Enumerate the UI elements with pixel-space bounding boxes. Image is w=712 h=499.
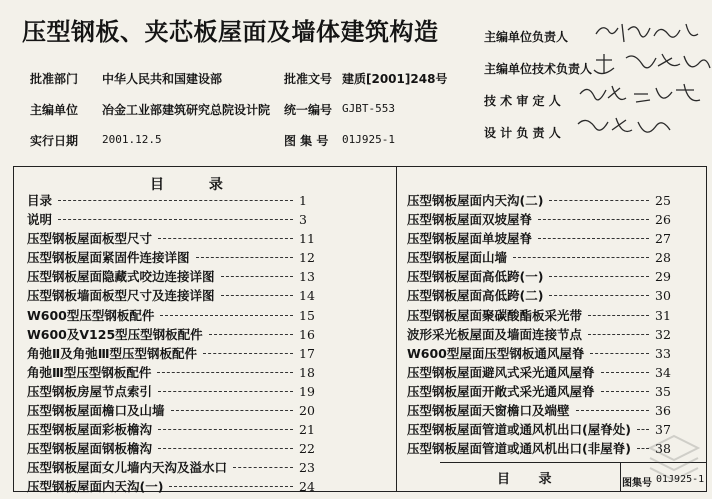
toc-leader: [169, 486, 293, 487]
toc-leader: [601, 391, 649, 392]
toc-entry: [27, 365, 323, 384]
toc-entry: [27, 231, 323, 250]
toc-entry-title: 压型钢板屋面天窗檐口及端壁: [407, 403, 570, 419]
toc-entry-title: 角弛Ⅱ及角弛Ⅲ型压型钢板配件: [27, 345, 198, 361]
toc-entry: [27, 422, 323, 441]
toc-right-column: [407, 193, 699, 460]
toc-leader: [576, 410, 649, 411]
toc-entry-title: 压型钢板屋面高低跨(二): [407, 288, 544, 304]
stack-layers-icon: [644, 430, 704, 490]
toc-entry-page: 12: [299, 250, 315, 266]
responsible-chief: [484, 28, 568, 45]
toc-entry-title: W600型压型钢板配件: [27, 307, 155, 323]
toc-entry-page: 33: [655, 345, 671, 361]
toc-entry-page: 20: [299, 403, 315, 419]
toc-leader: [158, 391, 293, 392]
toc-entry: [27, 212, 323, 231]
toc-entry-page: 27: [655, 231, 671, 247]
toc-entry-page: 15: [299, 307, 315, 323]
toc-entry: [27, 288, 323, 307]
toc-entry-page: 35: [655, 383, 671, 399]
document-title: 压型钢板、夹芯板屋面及墙体建筑构造: [22, 18, 439, 46]
toc-entry-page: 21: [299, 422, 315, 438]
toc-entry: [407, 346, 699, 365]
editor-unit-value: 冶金工业部建筑研究总院设计院: [102, 103, 271, 117]
toc-entry: [27, 269, 323, 288]
atlas-value: 01J925-1: [342, 133, 395, 146]
toc-entry-title: 压型钢板房屋节点索引: [27, 383, 153, 399]
toc-entry-page: 36: [655, 403, 671, 419]
signature-chief: [588, 16, 712, 48]
toc-entry-title: 压型钢板屋面紧固件连接详图: [27, 250, 190, 266]
title-block-atlas-value: 01J925-1: [656, 474, 705, 485]
toc-leader: [209, 334, 293, 335]
toc-entry-title: 压型钢板屋面彩板檐沟: [27, 422, 153, 438]
toc-entry-title: 压型钢板屋面檐口及山墙: [27, 403, 165, 419]
toc-entry-title: 压型钢板屋面内天沟(二): [407, 193, 544, 208]
toc-entry: [27, 346, 323, 365]
approval-no-label: 批准文号: [284, 72, 333, 86]
toc-entry-title: 压型钢板屋面山墙: [407, 250, 508, 266]
toc-entry-title: 压型钢板屋面板型尺寸: [27, 231, 153, 247]
toc-leader: [549, 295, 649, 296]
title-block-name: 目 录: [497, 472, 564, 487]
toc-leader: [221, 276, 293, 277]
toc-entry-page: 30: [655, 288, 671, 304]
toc-entry-page: 25: [655, 193, 671, 208]
toc-entry-title: 压型钢板屋面高低跨(一): [407, 269, 544, 285]
signature-tech: [590, 48, 712, 80]
toc-leader: [233, 467, 293, 468]
date-value: 2001.12.5: [102, 133, 162, 146]
toc-entry-title: 说明: [27, 212, 53, 228]
date-label: 实行日期: [30, 134, 79, 148]
toc-leader: [160, 315, 293, 316]
toc-entry-title: 压型钢板屋面开敞式采光通风屋脊: [407, 383, 595, 399]
toc-entry-page: 17: [299, 345, 315, 361]
toc-entry-title: 角弛Ⅲ型压型钢板配件: [27, 364, 152, 380]
responsible-review: [484, 92, 561, 109]
serial-label: 统一编号: [284, 103, 333, 117]
toc-entry: [27, 250, 323, 269]
toc-entry-page: 19: [299, 383, 315, 399]
toc-leader: [601, 372, 649, 373]
toc-entry-page: 31: [655, 307, 671, 323]
responsible-tech: [484, 60, 592, 77]
responsible-design: [484, 124, 561, 141]
toc-leader: [538, 219, 649, 220]
toc-entry-title: 压型钢板墙面板型尺寸及连接详图: [27, 288, 215, 304]
toc-entry: [27, 384, 323, 403]
toc-entry-page: 18: [299, 364, 315, 380]
toc-entry: [27, 403, 323, 422]
approval-no-value: 建质[2001]248号: [342, 72, 448, 86]
toc-entry-page: 13: [299, 269, 315, 285]
toc-entry: [407, 365, 699, 384]
toc-entry-title: 压型钢板屋面避风式采光通风屋脊: [407, 364, 595, 380]
toc-entry-title: 压型钢板屋面双坡屋脊: [407, 212, 533, 228]
toc-entry: [407, 250, 699, 269]
responsible-label: 设 计 负 责 人: [484, 126, 561, 140]
toc-entry-title: W600及V125型压型钢板配件: [27, 326, 203, 342]
toc-entry: [407, 212, 699, 231]
toc-entry-page: 23: [299, 460, 315, 476]
approval-dept-label: 批准部门: [30, 72, 79, 86]
toc-entry-title: 压型钢板屋面隐藏式咬边连接详图: [27, 269, 215, 285]
toc-entry: [407, 269, 699, 288]
toc-entry-page: 1: [299, 193, 307, 208]
toc-entry-page: 11: [299, 231, 315, 247]
toc-entry: [27, 327, 323, 346]
toc-entry-page: 3: [299, 212, 307, 228]
toc-entry: [27, 193, 323, 212]
toc-entry: [407, 288, 699, 307]
toc-entry-title: 压型钢板屋面女儿墙内天沟及溢水口: [27, 460, 228, 476]
toc-entry-page: 38: [655, 441, 671, 457]
responsible-label: 主编单位技术负责人: [484, 62, 593, 76]
toc-leader: [549, 200, 649, 201]
toc-entry: [407, 193, 699, 212]
toc-entry-page: 37: [655, 422, 671, 438]
toc-leader: [196, 257, 293, 258]
responsible-label: 主编单位负责人: [484, 30, 569, 44]
toc-entry-title: 压型钢板屋面内天沟(一): [27, 479, 164, 495]
toc-leader: [158, 429, 293, 430]
toc-leader: [58, 200, 293, 201]
toc-entry: [407, 231, 699, 250]
toc-leader: [513, 257, 649, 258]
serial-value: GJBT-553: [342, 102, 395, 115]
toc-entry-title: 压型钢板屋面聚碳酸酯板采光带: [407, 307, 583, 323]
approval-dept-value: 中华人民共和国建设部: [102, 72, 223, 86]
atlas-label: 图 集 号: [284, 134, 329, 148]
column-divider: [396, 166, 397, 492]
toc-left-column: [27, 193, 323, 499]
toc-leader: [58, 219, 293, 220]
toc-entry: [27, 308, 323, 327]
toc-entry: [27, 441, 323, 460]
toc-leader: [590, 353, 649, 354]
toc-leader: [588, 334, 649, 335]
toc-entry-title: 压型钢板屋面管道或通风机出口(非屋脊): [407, 441, 631, 457]
toc-leader: [157, 372, 293, 373]
toc-entry-page: 14: [299, 288, 315, 304]
signature-design: [570, 112, 700, 144]
toc-entry-page: 28: [655, 250, 671, 266]
signature-review: [576, 80, 706, 112]
toc-leader: [158, 238, 293, 239]
toc-entry-title: 压型钢板屋面单坡屋脊: [407, 231, 533, 247]
toc-entry-title: W600型屋面压型钢板通风屋脊: [407, 345, 585, 361]
toc-entry-page: 29: [655, 269, 671, 285]
toc-entry: [407, 308, 699, 327]
toc-entry-page: 26: [655, 212, 671, 228]
toc-entry-page: 22: [299, 441, 315, 457]
toc-entry-page: 24: [299, 479, 315, 495]
toc-entry: [407, 384, 699, 403]
toc-leader: [549, 276, 649, 277]
toc-leader: [538, 238, 649, 239]
toc-heading: 目 录: [150, 177, 243, 193]
toc-entry-title: 波形采光板屋面及墙面连接节点: [407, 326, 583, 342]
title-block-divider: [620, 462, 621, 492]
toc-entry-page: 34: [655, 364, 671, 380]
toc-entry-title: 压型钢板屋面钢板檐沟: [27, 441, 153, 457]
toc-entry: [27, 460, 323, 479]
toc-entry-title: 压型钢板屋面管道或通风机出口(屋脊处): [407, 422, 631, 438]
toc-entry: [407, 403, 699, 422]
toc-entry-title: 目录: [27, 193, 53, 208]
toc-leader: [203, 353, 293, 354]
title-block-atlas-label: 图集号: [622, 478, 652, 489]
toc-entry: [407, 327, 699, 346]
editor-unit-label: 主编单位: [30, 103, 79, 117]
toc-leader: [158, 448, 293, 449]
toc-entry-page: 16: [299, 326, 315, 342]
toc-leader: [588, 315, 649, 316]
toc-entry-page: 32: [655, 326, 671, 342]
toc-leader: [171, 410, 293, 411]
responsible-label: 技 术 审 定 人: [484, 94, 561, 108]
toc-leader: [221, 295, 293, 296]
